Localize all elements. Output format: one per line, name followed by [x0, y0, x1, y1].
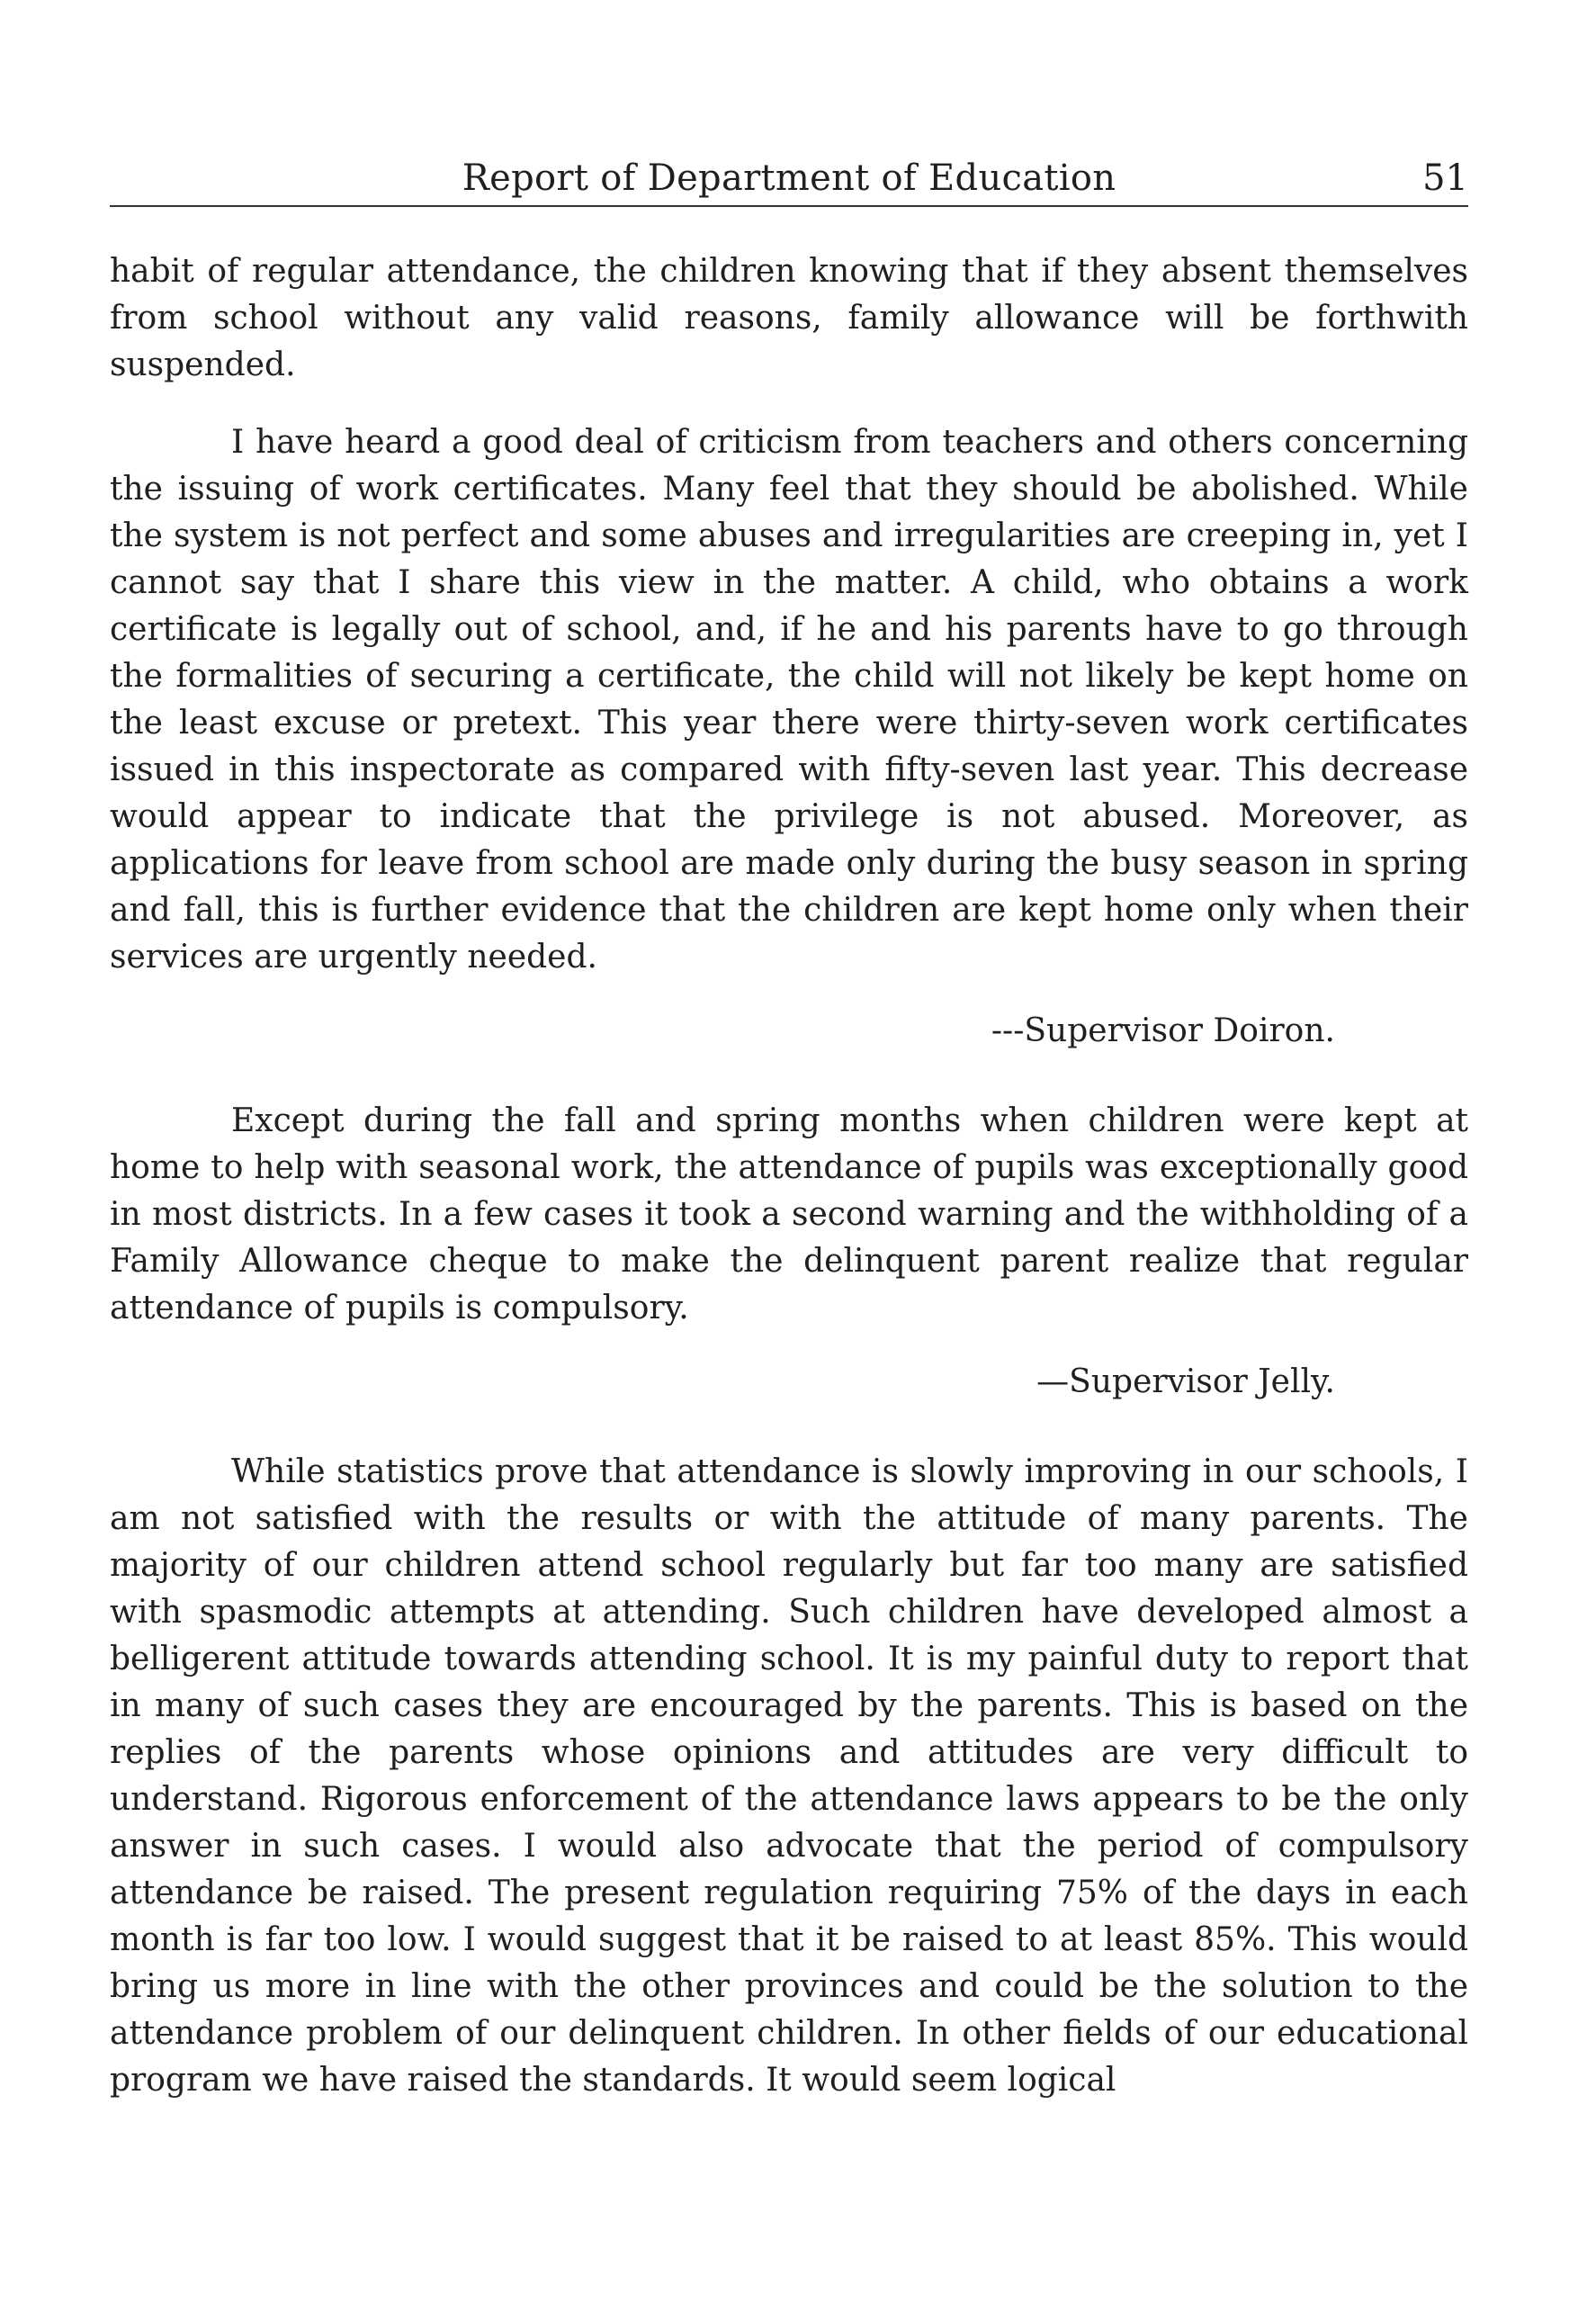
running-head [110, 153, 1468, 207]
signature-doiron: ---Supervisor Doiron. [991, 1012, 1335, 1049]
paragraph-continuation: habit of regular attendance, the children knowing that if they absent themselves from school without any valid reasons, family allowance will be forthwith suspended. [110, 253, 1468, 383]
paragraph-work-certificates: I have heard a good deal of criticism from teachers and others concerning the issuing of work certificates. Many feel that they should be abolished. While the system is not perfect and some abuses and irregularities are creeping in, yet I cannot say that I share this view in the matter. A child, who obtains a work certificate is legally out of school, and, if he and his parents have to go through the formalities of securing a certificate, the child will not likely be kept home on the least excuse or pretext. This year there were thirty-seven work certificates issued in this inspectorate as compared with fifty-seven last year. This decrease would appear to indicate that the privilege is not abused. Moreover, as applications for leave from school are made only during the busy season in spring and fall, this is further evidence that the children are kept home only when their services are urgently needed. [110, 424, 1468, 976]
page-number: 51 [1422, 157, 1468, 199]
signature-jelly: —Supervisor Jelly. [1036, 1363, 1335, 1400]
body-text [110, 248, 1468, 2135]
running-title: Report of Department of Education [462, 157, 1116, 199]
header-rule [110, 205, 1468, 207]
paragraph-statistics-attendance: While statistics prove that attendance is slowly improving in our schools, I am not satisfied with the results or with the attitude of many parents. The majority of our children attend school regularly but far too many are satisfied with spasmodic attempts at attending. Such children have developed almost a belligerent attitude towards attending school. It is my painful duty to report that in many of such cases they are encouraged by the parents. This is based on the replies of the parents whose opinions and attitudes are very difficult to understand. Rigorous enforcement of the attendance laws appears to be the only answer in such cases. I would also advocate that the period of compulsory attendance be raised. The present regulation requiring 75% of the days in each month is far too low. I would suggest that it be raised to at least 85%. This would bring us more in line with the other provinces and could be the solution to the attendance problem of our delinquent children. In other fields of our educational program we have raised the standards. It would seem logical [110, 1453, 1468, 2099]
paragraph-seasonal-attendance: Except during the fall and spring months when children were kept at home to help with seasonal work, the attendance of pupils was exceptionally good in most districts. In a few cases it took a second warning and the withholding of a Family Allowance cheque to make the delinquent parent realize that regular attendance of pupils is compulsory. [110, 1102, 1468, 1326]
